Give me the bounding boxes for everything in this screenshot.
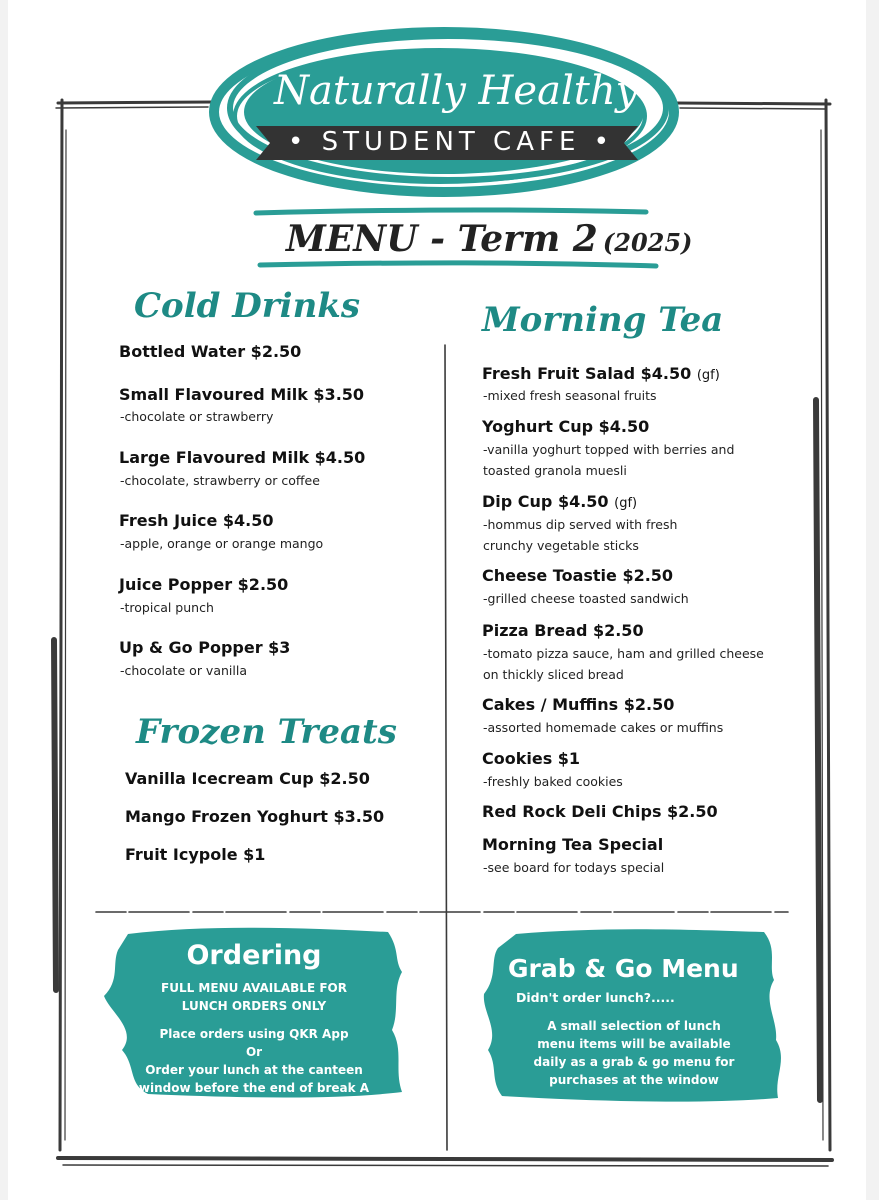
morning-tea-item-name: Cheese Toastie $2.50 [482, 566, 674, 585]
morning-tea-item-name: Cookies $1 [482, 749, 581, 768]
ordering-line: LUNCH ORDERS ONLY [181, 999, 327, 1013]
morning-tea-item-desc: -see board for todays special [483, 860, 665, 875]
logo-band-text: • STUDENT CAFE • [288, 127, 614, 157]
morning-tea-item-desc: -vanilla yoghurt topped with berries and [483, 442, 735, 457]
logo-script-text: Naturally Healthy [274, 68, 639, 114]
gluten-free-tag: (gf) [696, 368, 720, 383]
menu-page [8, 0, 866, 1200]
cold-drink-item-name: Large Flavoured Milk $4.50 [119, 448, 366, 467]
morning-tea-item-name [482, 492, 637, 511]
ordering-line: Place orders using QKR App [159, 1027, 349, 1041]
grab-go-line: daily as a grab & go menu for [533, 1055, 735, 1069]
morning-tea-item-name: Red Rock Deli Chips $2.50 [482, 802, 718, 821]
grab-go-line: A small selection of lunch [547, 1019, 721, 1033]
morning-tea-item-desc: on thickly sliced bread [483, 667, 624, 682]
morning-tea-item-name: Pizza Bread $2.50 [482, 621, 644, 640]
morning-tea-title: Morning Tea [482, 300, 724, 340]
morning-tea-item-desc: -assorted homemade cakes or muffins [483, 720, 724, 735]
frozen-treat-item-name: Mango Frozen Yoghurt $3.50 [125, 807, 385, 826]
ordering-line: FULL MENU AVAILABLE FOR [161, 981, 347, 995]
cold-drink-item-name: Up & Go Popper $3 [119, 638, 291, 657]
menu-title-year: (2025) [602, 228, 693, 257]
cold-drinks-title: Cold Drinks [134, 286, 360, 326]
morning-tea-item-desc: -mixed fresh seasonal fruits [483, 388, 657, 403]
gluten-free-tag: (gf) [614, 496, 638, 511]
cold-drink-item-desc: -tropical punch [120, 600, 214, 615]
morning-tea-item-name [482, 364, 720, 383]
morning-tea-item-desc: -freshly baked cookies [483, 774, 623, 789]
cold-drink-item-desc: -chocolate or strawberry [120, 409, 274, 424]
grab-go-line: purchases at the window [549, 1073, 719, 1087]
grab-go-line: menu items will be available [537, 1037, 731, 1051]
morning-tea-item-desc: -hommus dip served with fresh [483, 517, 678, 532]
cold-drink-item-name: Bottled Water $2.50 [119, 342, 302, 361]
grab-go-line: Didn't order lunch?..... [516, 990, 675, 1005]
menu-title-main: MENU - Term 2 [286, 218, 598, 260]
ordering-line: Order your lunch at the canteen [145, 1063, 363, 1077]
cold-drink-item-name: Small Flavoured Milk $3.50 [119, 385, 365, 404]
frozen-treat-item-name: Vanilla Icecream Cup $2.50 [125, 769, 370, 788]
morning-tea-item-desc: -grilled cheese toasted sandwich [483, 591, 689, 606]
frozen-treats-title: Frozen Treats [136, 712, 397, 752]
morning-tea-item-name: Morning Tea Special [482, 835, 664, 854]
morning-tea-item-desc: toasted granola muesli [483, 463, 627, 478]
morning-tea-item-name: Cakes / Muffins $2.50 [482, 695, 675, 714]
grab-go-panel [498, 954, 770, 1089]
cold-drink-item-name: Fresh Juice $4.50 [119, 511, 274, 530]
ordering-line: Or [245, 1045, 263, 1059]
ordering-title: Ordering [186, 940, 322, 971]
cold-drink-item-desc: -chocolate, strawberry or coffee [120, 473, 320, 488]
grab-go-title: Grab & Go Menu [508, 954, 739, 983]
cold-drink-item-desc: -chocolate or vanilla [120, 663, 247, 678]
morning-tea-item-desc: -tomato pizza sauce, ham and grilled cheese [483, 646, 764, 661]
item-name-text: Dip Cup $4.50 [482, 492, 609, 511]
ordering-line: window before the end of break A [138, 1081, 370, 1095]
menu-title [286, 218, 692, 260]
item-name-text: Fresh Fruit Salad $4.50 [482, 364, 692, 383]
morning-tea-item-name: Yoghurt Cup $4.50 [482, 417, 650, 436]
cold-drink-item-desc: -apple, orange or orange mango [120, 536, 324, 551]
ordering-panel [118, 940, 390, 1097]
cold-drink-item-name: Juice Popper $2.50 [119, 575, 289, 594]
morning-tea-item-desc: crunchy vegetable sticks [483, 538, 639, 553]
frozen-treat-item-name: Fruit Icypole $1 [125, 845, 266, 864]
